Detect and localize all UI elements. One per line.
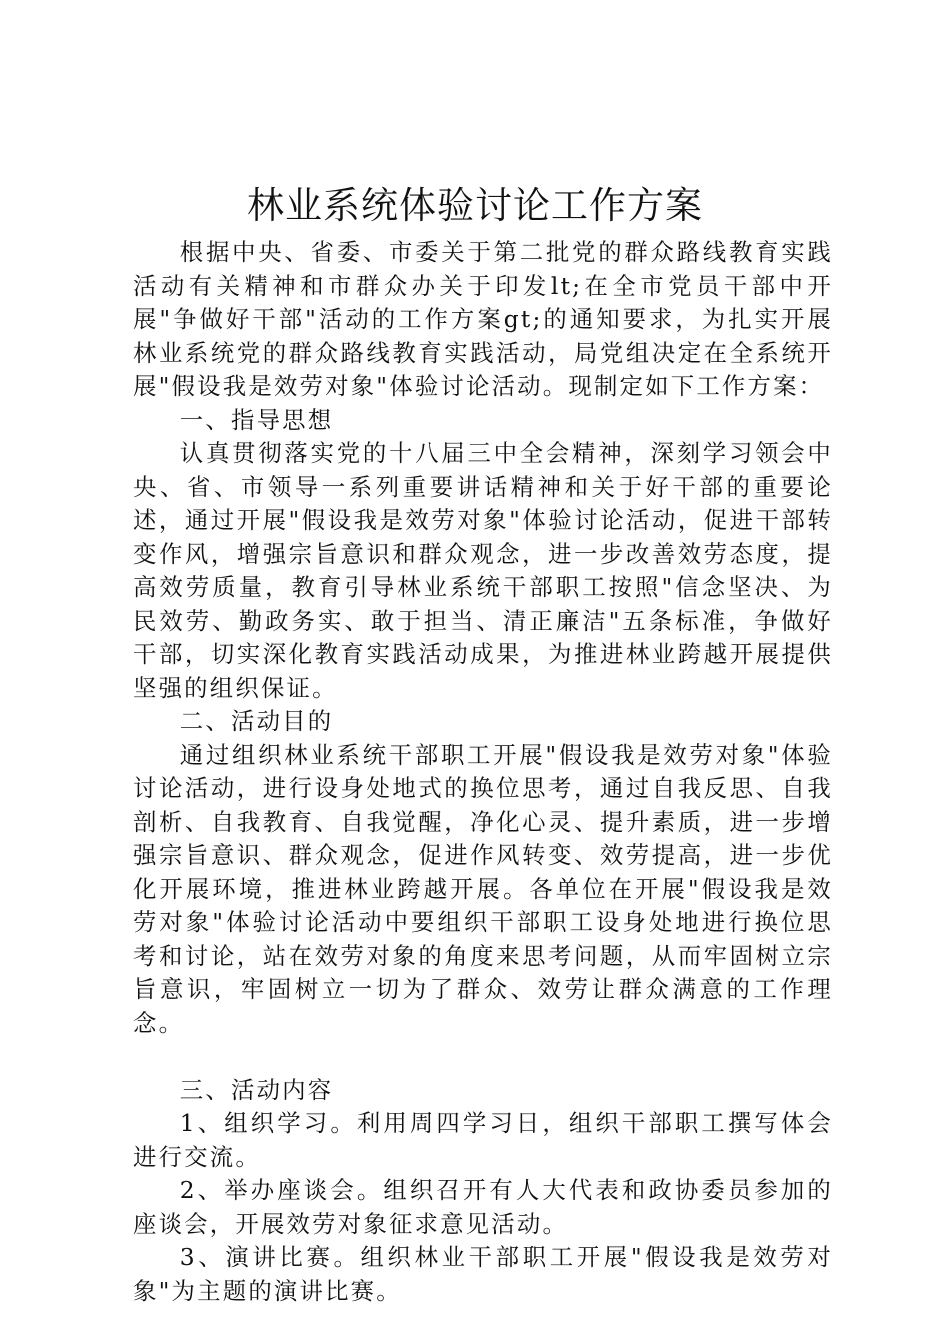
section-heading-guiding-ideology: 一、指导思想: [179, 405, 334, 434]
list-item: 2、举办座谈会。组织召开有人大代表和政协委员参加的座谈会，开展效劳对象征求意见活动。: [133, 1176, 833, 1238]
section-heading-activity-content: 三、活动内容: [179, 1075, 334, 1104]
intro-paragraph: 根据中央、省委、市委关于第二批党的群众路线教育实践活动有关精神和市群众办关于印发lt;在全市党员干部中开展"争做好干部"活动的工作方案gt;的通知要求，为扎实开展林业系统党的群众路线教育实践活动，局党组决定在全系统开展"假设我是效劳对象"体验讨论活动。现制定如下工作方案：: [133, 238, 833, 400]
list-item: 1、组织学习。利用周四学习日，组织干部职工撰写体会进行交流。: [133, 1109, 833, 1171]
document-body: [133, 236, 833, 1308]
section-paragraph-guiding-ideology: 认真贯彻落实党的十八届三中全会精神，深刻学习领会中央、省、市领导一系列重要讲话精神和关于好干部的重要论述，通过开展"假设我是效劳对象"体验讨论活动，促进干部转变作风，增强宗旨意识和群众观念，进一步改善效劳态度，提高效劳质量，教育引导林业系统干部职工按照"信念坚决、为民效劳、勤政务实、敢于担当、清正廉洁"五条标准，争做好干部，切实深化教育实践活动成果，为推进林业跨越开展提供坚强的组织保证。: [133, 439, 833, 702]
list-item: 3、演讲比赛。组织林业干部职工开展"假设我是效劳对象"为主题的演讲比赛。: [133, 1243, 833, 1305]
blank-line: [133, 1040, 833, 1074]
section-heading-activity-purpose: 二、活动目的: [179, 707, 334, 735]
document-title: 林业系统体验讨论工作方案: [247, 184, 703, 227]
section-paragraph-activity-purpose: 通过组织林业系统干部职工开展"假设我是效劳对象"体验讨论活动，进行设身处地式的换位思考，通过自我反思、自我剖析、自我教育、自我觉醒，净化心灵、提升素质，进一步增强宗旨意识、群众观念，促进作风转变、效劳提高，进一步优化开展环境，推进林业跨越开展。各单位在开展"假设我是效劳对象"体验讨论活动中要组织干部职工设身处地进行换位思考和讨论，站在效劳对象的角度来思考问题，从而牢固树立宗旨意识，牢固树立一切为了群众、效劳让群众满意的工作理念。: [133, 740, 834, 1037]
